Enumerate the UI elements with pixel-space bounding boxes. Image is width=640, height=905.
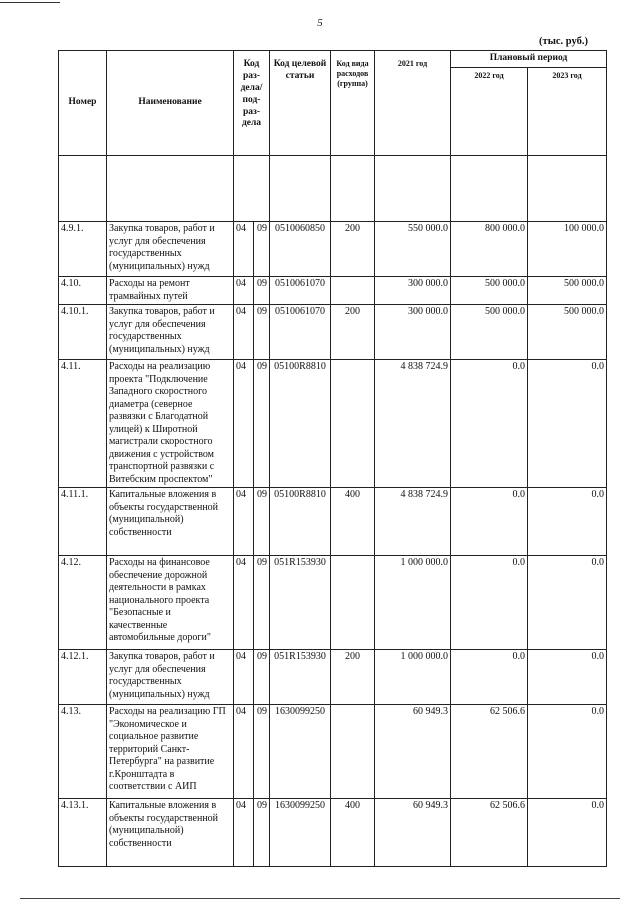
row-value-2023: 0.0	[528, 488, 607, 556]
row-number: 4.13.1.	[59, 799, 107, 867]
header-spacer-cell	[59, 156, 107, 222]
row-name: Расходы на ремонт трамвайных путей	[107, 277, 234, 305]
row-value-2023: 100 000.0	[528, 222, 607, 277]
row-number: 4.11.1.	[59, 488, 107, 556]
row-value-2022: 0.0	[451, 360, 528, 488]
row-value-2023: 0.0	[528, 556, 607, 650]
row-name: Расходы на реализацию ГП "Экономическое и социальное развитие территорий Санкт-Петербурга" на развитие г.Кронштадта в соответствии с АИП	[107, 705, 234, 799]
row-section-code: 04	[234, 305, 254, 360]
row-name: Закупка товаров, работ и услуг для обеспечения государственных (муниципальных) нужд	[107, 650, 234, 705]
header-planned-period: Плановый период	[451, 51, 607, 68]
table-row	[59, 650, 607, 705]
row-value-2022: 500 000.0	[451, 305, 528, 360]
header-target-code: Код целевой статьи	[270, 51, 331, 156]
row-value-2022: 0.0	[451, 488, 528, 556]
row-value-2023: 500 000.0	[528, 277, 607, 305]
row-subsection-code: 09	[254, 305, 270, 360]
row-value-2021: 1 000 000.0	[375, 650, 451, 705]
table-row	[59, 222, 607, 277]
header-expense-code: Код вида расходов (группа)	[331, 51, 375, 156]
row-target-code: 0510061070	[270, 305, 331, 360]
row-target-code: 051R153930	[270, 650, 331, 705]
row-number: 4.12.1.	[59, 650, 107, 705]
row-expense-code: 400	[331, 488, 375, 556]
row-value-2021: 4 838 724.9	[375, 488, 451, 556]
row-expense-code: 200	[331, 650, 375, 705]
row-target-code: 051R153930	[270, 556, 331, 650]
row-target-code: 1630099250	[270, 799, 331, 867]
row-value-2021: 1 000 000.0	[375, 556, 451, 650]
row-value-2022: 800 000.0	[451, 222, 528, 277]
row-number: 4.11.	[59, 360, 107, 488]
row-target-code: 0510060850	[270, 222, 331, 277]
row-section-code: 04	[234, 222, 254, 277]
row-section-code: 04	[234, 277, 254, 305]
row-value-2022: 0.0	[451, 556, 528, 650]
row-name: Расходы на финансовое обеспечение дорожной деятельности в рамках национального проекта "Безопасные и качественные автомобильные дороги"	[107, 556, 234, 650]
table-row	[59, 305, 607, 360]
row-expense-code	[331, 360, 375, 488]
row-target-code: 1630099250	[270, 705, 331, 799]
header-section-code: Код раз-дела/ под-раз-дела	[234, 51, 270, 156]
header-spacer-cell	[375, 156, 451, 222]
row-value-2022: 500 000.0	[451, 277, 528, 305]
budget-table	[58, 50, 607, 867]
row-number: 4.9.1.	[59, 222, 107, 277]
row-target-code: 05100R8810	[270, 488, 331, 556]
row-target-code: 05100R8810	[270, 360, 331, 488]
top-rule	[0, 2, 60, 3]
table-row	[59, 556, 607, 650]
row-number: 4.10.1.	[59, 305, 107, 360]
units-label: (тыс. руб.)	[539, 36, 588, 47]
row-expense-code: 200	[331, 305, 375, 360]
header-spacer-cell	[107, 156, 234, 222]
row-value-2022: 62 506.6	[451, 799, 528, 867]
row-expense-code: 200	[331, 222, 375, 277]
header-year-2022: 2022 год	[451, 68, 528, 156]
row-subsection-code: 09	[254, 222, 270, 277]
header-year-2023: 2023 год	[528, 68, 607, 156]
row-target-code: 0510061070	[270, 277, 331, 305]
row-subsection-code: 09	[254, 556, 270, 650]
header-year-2021: 2021 год	[375, 51, 451, 156]
row-value-2022: 0.0	[451, 650, 528, 705]
table-row	[59, 799, 607, 867]
row-value-2021: 60 949.3	[375, 705, 451, 799]
header-name: Наименование	[107, 51, 234, 156]
row-expense-code: 400	[331, 799, 375, 867]
row-value-2023: 0.0	[528, 799, 607, 867]
row-subsection-code: 09	[254, 277, 270, 305]
header-spacer-cell	[331, 156, 375, 222]
row-value-2022: 62 506.6	[451, 705, 528, 799]
row-value-2023: 500 000.0	[528, 305, 607, 360]
row-name: Расходы на реализацию проекта "Подключение Западного скоростного диаметра (северное развязки с Благодатной улицей) к Широтной магистрали скоростного движения с устройством транспортной развязки с Витебским проспектом"	[107, 360, 234, 488]
row-number: 4.12.	[59, 556, 107, 650]
header-spacer-cell	[451, 156, 528, 222]
row-name: Закупка товаров, работ и услуг для обеспечения государственных (муниципальных) нужд	[107, 305, 234, 360]
row-name: Капитальные вложения в объекты государственной (муниципальной) собственности	[107, 799, 234, 867]
row-section-code: 04	[234, 488, 254, 556]
row-section-code: 04	[234, 705, 254, 799]
row-value-2021: 60 949.3	[375, 799, 451, 867]
row-value-2023: 0.0	[528, 360, 607, 488]
row-expense-code	[331, 705, 375, 799]
row-subsection-code: 09	[254, 650, 270, 705]
header-spacer-cell	[528, 156, 607, 222]
row-number: 4.13.	[59, 705, 107, 799]
row-section-code: 04	[234, 556, 254, 650]
page-number: 5	[317, 17, 323, 29]
row-value-2021: 300 000.0	[375, 305, 451, 360]
row-subsection-code: 09	[254, 705, 270, 799]
row-section-code: 04	[234, 360, 254, 488]
bottom-rule	[20, 898, 620, 899]
row-subsection-code: 09	[254, 799, 270, 867]
table-row	[59, 277, 607, 305]
table-row	[59, 360, 607, 488]
table-row	[59, 705, 607, 799]
row-name: Капитальные вложения в объекты государственной (муниципальной) собственности	[107, 488, 234, 556]
row-value-2021: 4 838 724.9	[375, 360, 451, 488]
row-value-2021: 300 000.0	[375, 277, 451, 305]
header-spacer-cell	[270, 156, 331, 222]
row-subsection-code: 09	[254, 488, 270, 556]
row-name: Закупка товаров, работ и услуг для обеспечения государственных (муниципальных) нужд	[107, 222, 234, 277]
row-value-2023: 0.0	[528, 650, 607, 705]
row-expense-code	[331, 277, 375, 305]
row-value-2021: 550 000.0	[375, 222, 451, 277]
row-expense-code	[331, 556, 375, 650]
header-spacer-cell	[234, 156, 270, 222]
row-number: 4.10.	[59, 277, 107, 305]
table-row	[59, 488, 607, 556]
row-subsection-code: 09	[254, 360, 270, 488]
row-section-code: 04	[234, 650, 254, 705]
header-number: Номер	[59, 51, 107, 156]
row-value-2023: 0.0	[528, 705, 607, 799]
row-section-code: 04	[234, 799, 254, 867]
